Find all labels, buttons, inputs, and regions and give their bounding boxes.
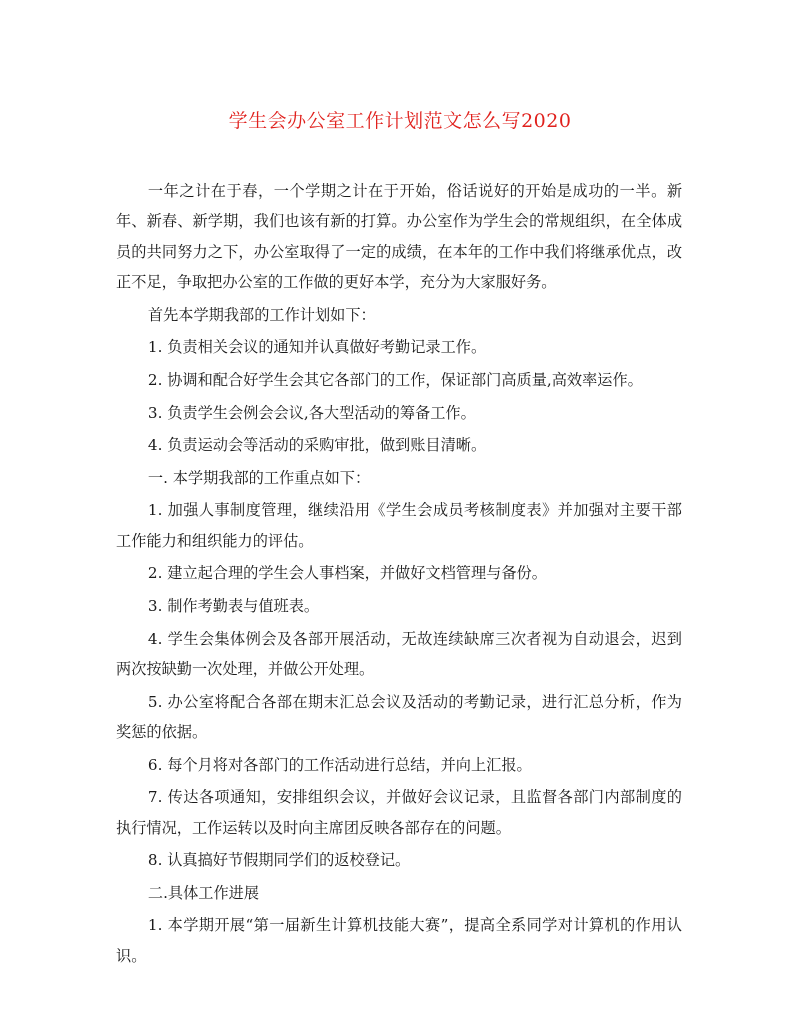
progress-heading: 二.具体工作进展 <box>147 883 260 902</box>
focus-item-5: 5. 办公室将配合各部在期末汇总会议及活动的考勤记录，进行汇总分析，作为奖惩的依据。 <box>116 692 682 741</box>
intro-paragraph: 一年之计在于春，一个学期之计在于开始，俗话说好的开始是成功的一半。新年、新春、新学期，我们也该有新的打算。办公室作为学生会的常规组织，在全体成员的共同努力之下，办公室取得了一定的成绩，在本年的工作中我们将继承优点，改正不足，争取把办公室的工作做的更好本学，充分为大家服好务。 <box>116 182 682 292</box>
document-body <box>116 176 682 973</box>
focus-item-7: 7. 传达各项通知，安排组织会议，并做好会议记录，且监督各部门内部制度的执行情况，工作运转以及时向主席团反映各部存在的问题。 <box>116 788 682 837</box>
focus-item-6: 6. 每个月将对各部门的工作活动进行总结，并向上汇报。 <box>147 755 532 774</box>
focus-item-1: 1. 加强人事制度管理，继续沿用《学生会成员考核制度表》并加强对主要干部工作能力和组织能力的评估。 <box>116 501 682 550</box>
focus-item-8: 8. 认真搞好节假期同学们的返校登记。 <box>147 851 411 870</box>
plan-item-1: 1. 负责相关会议的通知并认真做好考勤记录工作。 <box>147 338 487 357</box>
progress-item-1: 1. 本学期开展“第一届新生计算机技能大赛”，提高全系同学对计算机的作用认识。 <box>116 916 682 965</box>
plan-item-4: 4. 负责运动会等活动的采购审批，做到账目清晰。 <box>147 436 487 455</box>
focus-heading: 一. 本学期我部的工作重点如下： <box>147 468 371 487</box>
plan-heading: 首先本学期我部的工作计划如下： <box>147 305 376 324</box>
plan-item-3: 3. 负责学生会例会会议,各大型活动的筹备工作。 <box>147 403 476 422</box>
focus-item-2: 2. 建立起合理的学生会人事档案，并做好文档管理与备份。 <box>147 564 547 583</box>
document-title: 学生会办公室工作计划范文怎么写2020 <box>228 110 572 132</box>
plan-item-2: 2. 协调和配合好学生会其它各部门的工作，保证部门高质量,高效率运作。 <box>147 371 643 389</box>
focus-item-3: 3. 制作考勤表与值班表。 <box>147 596 320 615</box>
focus-item-4: 4. 学生会集体例会及各部开展活动，无故连续缺席三次者视为自动退会，迟到两次按缺勤一次处理，并做公开处理。 <box>116 629 682 678</box>
